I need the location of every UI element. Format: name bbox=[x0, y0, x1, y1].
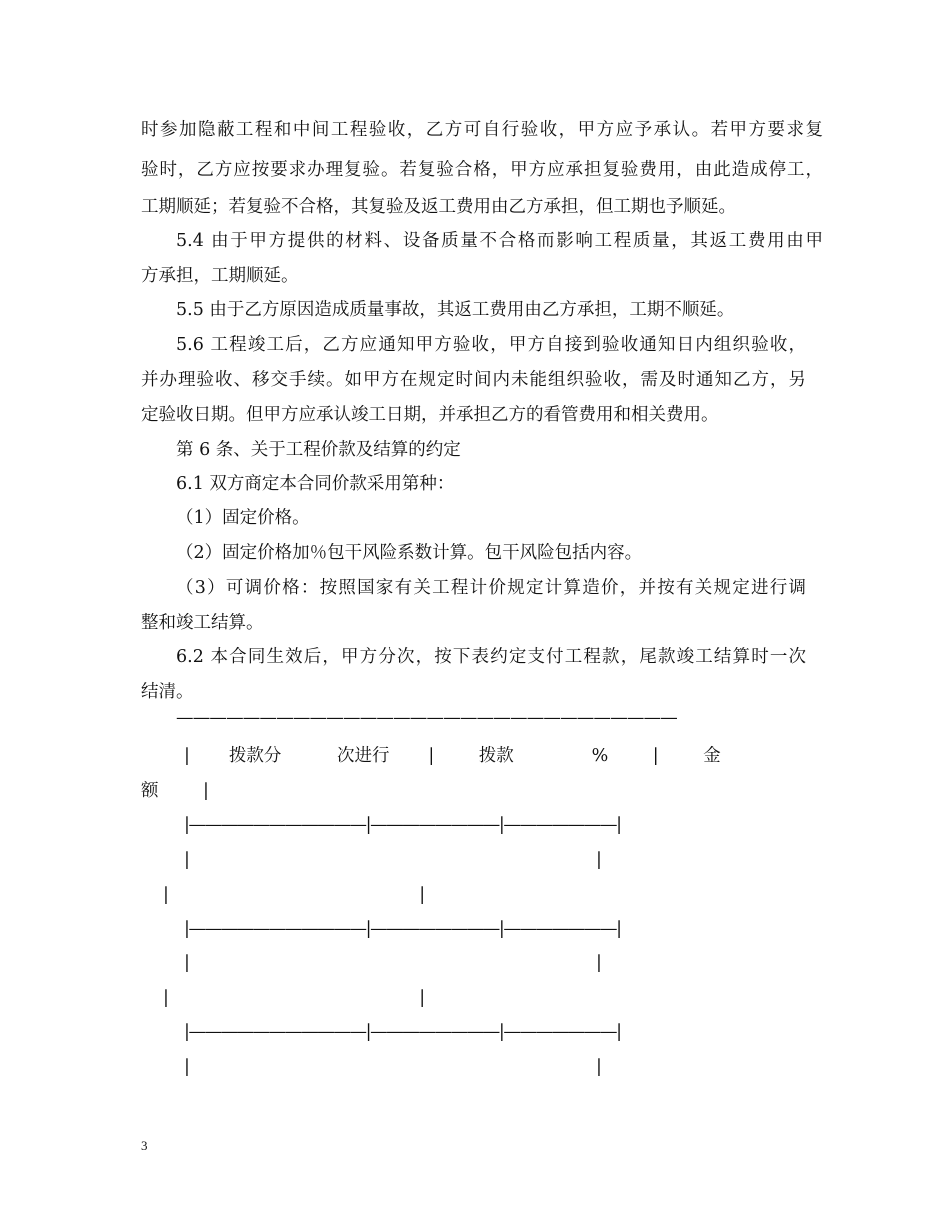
table-separator: |———————————|————————|———————| bbox=[184, 1022, 621, 1042]
table-header-row-wrap: 额 | bbox=[141, 781, 209, 801]
table-row: | | bbox=[184, 953, 602, 973]
list-item: （1）固定价格。 bbox=[176, 508, 310, 528]
paragraph-line: 方承担，工期顺延。 bbox=[141, 266, 299, 286]
paragraph-line: 定验收日期。但甲方应承认竣工日期，并承担乙方的看管费用和相关费用。 bbox=[141, 405, 719, 425]
page-number: 3 bbox=[141, 1138, 148, 1153]
list-item: （2）固定价格加％包干风险系数计算。包干风险包括内容。 bbox=[176, 543, 643, 563]
paragraph-line: 5.5 由于乙方原因造成质量事故，其返工费用由乙方承担，工期不顺延。 bbox=[176, 300, 735, 320]
table-border-top: —————————————————————————————— bbox=[176, 708, 678, 728]
table-row-wrap: | | bbox=[163, 988, 426, 1008]
table-separator: |———————————|————————|———————| bbox=[184, 815, 621, 835]
section-heading: 第 6 条、关于工程价款及结算的约定 bbox=[176, 440, 461, 460]
list-item: （3）可调价格：按照国家有关工程计价规定计算造价，并按有关规定进行调 bbox=[176, 578, 806, 598]
paragraph-line: 并办理验收、移交手续。如甲方在规定时间内未能组织验收，需及时通知乙方，另 bbox=[141, 370, 806, 390]
paragraph-line: 6.1 双方商定本合同价款采用第种： bbox=[176, 474, 455, 494]
paragraph-line: 6.2 本合同生效后，甲方分次，按下表约定支付工程款，尾款竣工结算时一次 bbox=[176, 647, 806, 667]
paragraph-line: 时参加隐蔽工程和中间工程验收，乙方可自行验收，甲方应予承认。若甲方要求复 bbox=[141, 120, 823, 140]
table-row: | | bbox=[184, 1057, 602, 1077]
table-row: | | bbox=[184, 850, 602, 870]
paragraph-line: 5.6 工程竣工后，乙方应通知甲方验收，甲方自接到验收通知日内组织验收， bbox=[176, 335, 806, 355]
paragraph-line: 工期顺延；若复验不合格，其复验及返工费用由乙方承担，但工期也予顺延。 bbox=[141, 197, 736, 217]
paragraph-line: 5.4 由于甲方提供的材料、设备质量不合格而影响工程质量，其返工费用由甲 bbox=[176, 231, 823, 251]
paragraph-line: 整和竣工结算。 bbox=[141, 613, 264, 633]
paragraph-line: 验时，乙方应按要求办理复验。若复验合格，甲方应承担复验费用，由此造成停工， bbox=[141, 160, 823, 180]
table-row-wrap: | | bbox=[163, 885, 426, 905]
table-separator: |———————————|————————|———————| bbox=[184, 919, 621, 939]
table-header-row: | 拨款分 次进行 | 拨款 % | 金 bbox=[184, 746, 721, 766]
paragraph-line: 结清。 bbox=[141, 682, 194, 702]
